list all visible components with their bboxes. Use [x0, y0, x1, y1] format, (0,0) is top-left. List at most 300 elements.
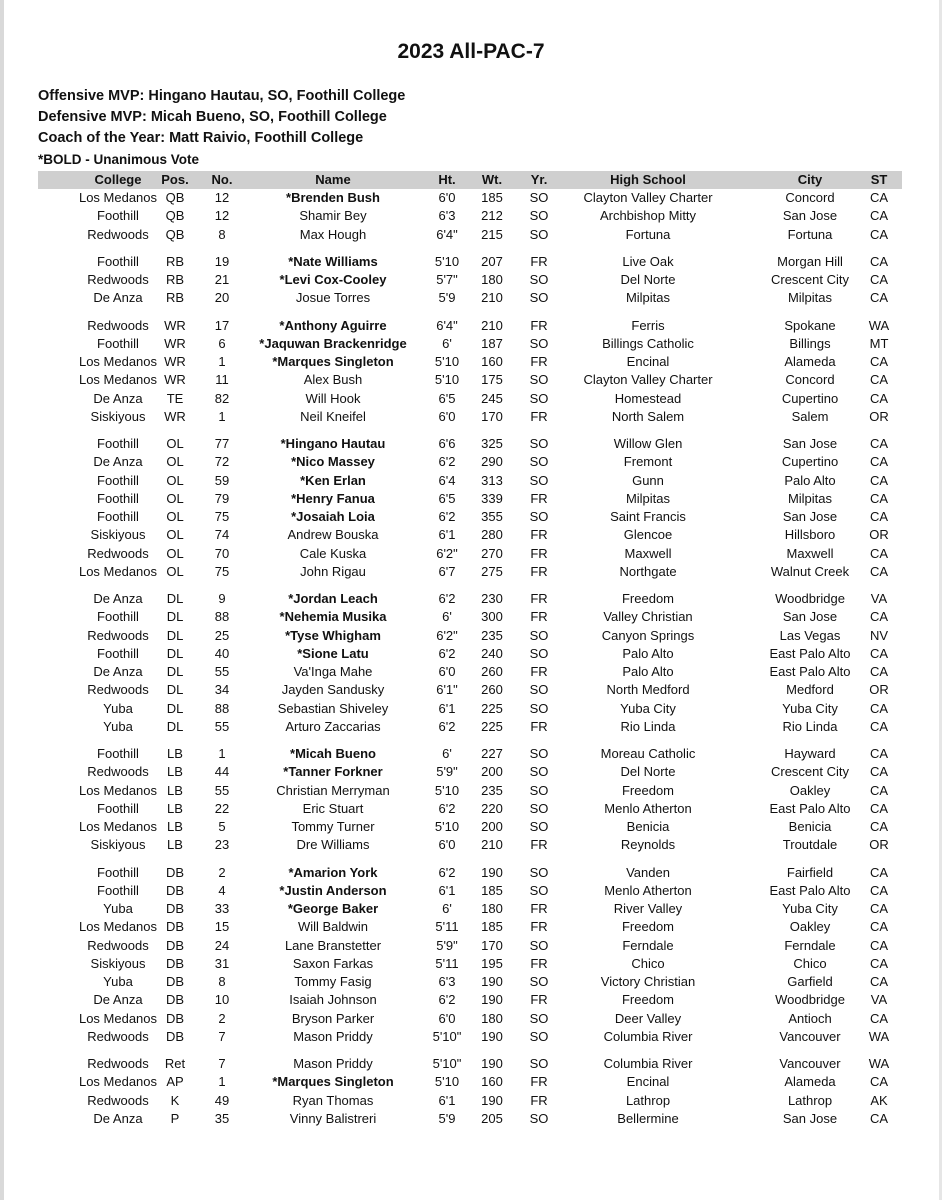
cell-college: Foothill [97, 208, 139, 224]
cell-hs: Billings Catholic [602, 335, 694, 351]
cell-yr: SO [529, 509, 549, 524]
cell-st: OR [869, 408, 889, 424]
cell-hs: Freedom [621, 992, 675, 1008]
cell-wt: 210 [481, 317, 503, 333]
cell-name: Will Hook [305, 390, 361, 406]
cell-ht: 6'1 [438, 882, 456, 898]
cell-no: 33 [214, 901, 230, 916]
cell-wt: 245 [481, 390, 503, 406]
cell-college: Los Medanos [78, 190, 158, 205]
cell-yr: FR [530, 901, 548, 916]
cell-name: *Levi Cox-Cooley [279, 272, 387, 287]
cell-hs: North Salem [611, 408, 685, 424]
cell-wt: 300 [481, 609, 503, 625]
cell-yr: SO [529, 290, 549, 306]
cell-st: CA [869, 490, 889, 506]
cell-wt: 355 [481, 509, 503, 524]
cell-wt: 210 [481, 290, 503, 306]
cell-city: East Palo Alto [769, 800, 851, 816]
cell-city: Spokane [784, 317, 836, 333]
cell-yr: SO [529, 454, 549, 470]
cell-ht: 6'1 [438, 527, 456, 543]
cell-yr: SO [529, 700, 549, 716]
cell-hs: Glencoe [623, 527, 673, 543]
cell-yr: SO [529, 1056, 549, 1071]
cell-pos: WR [164, 372, 186, 388]
cell-pos: DB [165, 864, 185, 880]
cell-yr: FR [530, 1074, 548, 1090]
cell-college: Redwoods [87, 682, 149, 698]
cell-st: CA [869, 864, 889, 880]
cell-college: Los Medanos [78, 563, 158, 579]
table-row [0, 1073, 942, 1091]
cell-name: Arturo Zaccarias [285, 718, 381, 734]
cell-name: Isaiah Johnson [289, 992, 377, 1008]
cell-pos: DL [166, 682, 184, 698]
cell-ht: 5'10 [434, 819, 460, 834]
cell-wt: 190 [481, 1028, 503, 1044]
cell-yr: SO [529, 1028, 549, 1044]
cell-college: De Anza [93, 454, 143, 470]
cell-name: Alex Bush [303, 372, 363, 388]
cell-pos: DL [166, 645, 184, 661]
cell-hs: Rio Linda [620, 718, 676, 734]
table-row [0, 782, 942, 800]
cell-name: Mason Priddy [293, 1056, 373, 1071]
cell-no: 77 [214, 436, 230, 451]
cell-no: 1 [218, 408, 226, 424]
cell-no: 55 [214, 782, 230, 798]
cell-no: 7 [218, 1056, 226, 1071]
cell-wt: 212 [481, 208, 503, 224]
cell-no: 12 [214, 208, 230, 224]
cell-wt: 339 [481, 490, 503, 506]
cell-wt: 225 [481, 718, 503, 734]
cell-name: Vinny Balistreri [289, 1110, 377, 1126]
cell-yr: FR [530, 718, 548, 734]
table-row [0, 745, 942, 763]
cell-pos: LB [167, 746, 183, 761]
cell-st: CA [869, 1110, 889, 1126]
cell-city: Woodbridge [775, 992, 845, 1008]
table-row [0, 627, 942, 645]
cell-ht: 6'0 [438, 1010, 456, 1026]
cell-name: Sebastian Shiveley [277, 700, 389, 716]
cell-yr: SO [529, 335, 549, 351]
cell-ht: 6' [442, 746, 452, 761]
cell-wt: 190 [481, 864, 503, 880]
cell-st: OR [869, 682, 889, 698]
cell-city: Crescent City [770, 272, 850, 287]
cell-college: Siskiyous [90, 527, 146, 543]
cell-no: 74 [214, 527, 230, 543]
cell-city: San Jose [782, 436, 838, 451]
cell-st: CA [869, 190, 889, 205]
cell-pos: DB [165, 937, 185, 953]
cell-ht: 6'0 [438, 837, 456, 853]
cell-no: 88 [214, 609, 230, 625]
cell-pos: WR [164, 335, 186, 351]
cell-ht: 6'1 [438, 700, 456, 716]
table-row [0, 1092, 942, 1110]
cell-st: VA [870, 591, 888, 606]
cell-college: Foothill [97, 882, 139, 898]
cell-wt: 275 [481, 563, 503, 579]
cell-no: 59 [214, 472, 230, 488]
cell-no: 70 [214, 545, 230, 561]
cell-wt: 190 [481, 1092, 503, 1108]
cell-st: CA [869, 782, 889, 798]
cell-ht: 6'2" [436, 545, 458, 561]
cell-yr: SO [529, 937, 549, 953]
cell-college: Yuba [103, 718, 133, 734]
cell-ht: 6'0 [438, 408, 456, 424]
cell-city: Medford [786, 682, 834, 698]
table-row [0, 353, 942, 371]
cell-hs: Columbia River [603, 1028, 693, 1044]
cell-no: 12 [214, 190, 230, 205]
cell-name: *Anthony Aguirre [279, 317, 387, 333]
cell-st: WA [868, 1056, 890, 1071]
cell-name: *Sione Latu [297, 645, 369, 661]
cell-name: Lane Branstetter [284, 937, 382, 953]
cell-pos: DB [165, 992, 185, 1008]
cell-name: *Marques Singleton [272, 354, 394, 369]
cell-wt: 313 [481, 472, 503, 488]
cell-pos: WR [164, 408, 186, 424]
table-row [0, 590, 942, 608]
cell-ht: 5'11 [435, 955, 459, 971]
cell-hs: Deer Valley [614, 1010, 682, 1026]
cell-city: Salem [791, 408, 829, 424]
cell-ht: 6'2 [438, 992, 456, 1008]
cell-wt: 180 [481, 901, 503, 916]
cell-college: Los Medanos [78, 372, 158, 388]
cell-hs: Reynolds [620, 837, 676, 853]
cell-pos: OL [166, 436, 184, 451]
cell-no: 2 [218, 1010, 226, 1026]
bold-legend-note: *BOLD - Unanimous Vote [38, 152, 200, 167]
cell-name: Tommy Turner [291, 819, 375, 834]
cell-hs: Benicia [626, 819, 670, 834]
cell-wt: 175 [481, 372, 503, 388]
cell-pos: DL [166, 627, 184, 643]
cell-pos: DL [166, 664, 184, 679]
cell-hs: Ferris [631, 317, 665, 333]
cell-hs: Homestead [614, 390, 682, 406]
cell-name: *Ken Erlan [300, 472, 366, 488]
table-row [0, 563, 942, 581]
cell-name: *Nate Williams [288, 253, 378, 269]
cell-ht: 5'10 [434, 372, 460, 388]
offensive-mvp-note: Offensive MVP: Hingano Hautau, SO, Foothill College [38, 88, 406, 104]
cell-yr: SO [529, 226, 549, 242]
table-row [0, 335, 942, 353]
cell-st: CA [869, 645, 889, 661]
cell-name: *Jaquwan Brackenridge [259, 335, 407, 351]
cell-pos: AP [166, 1074, 184, 1090]
cell-name: Will Baldwin [297, 919, 369, 935]
table-row [0, 271, 942, 289]
cell-no: 21 [214, 272, 230, 287]
table-row [0, 472, 942, 490]
cell-yr: FR [530, 955, 548, 971]
cell-hs: Saint Francis [610, 509, 686, 524]
table-row [0, 681, 942, 699]
cell-st: NV [869, 627, 889, 643]
cell-pos: RB [165, 253, 185, 269]
cell-no: 9 [218, 591, 226, 606]
cell-city: Rio Linda [782, 718, 838, 734]
cell-wt: 170 [481, 937, 503, 953]
header-ht: Ht. [438, 172, 456, 187]
cell-city: San Jose [782, 509, 838, 524]
cell-ht: 6'3 [438, 974, 456, 989]
cell-st: CA [869, 436, 889, 451]
cell-st: MT [869, 335, 889, 351]
cell-yr: FR [530, 919, 548, 935]
cell-st: CA [869, 974, 889, 989]
cell-yr: FR [530, 1092, 548, 1108]
cell-name: Saxon Farkas [292, 955, 374, 971]
cell-wt: 270 [481, 545, 503, 561]
cell-no: 55 [214, 718, 230, 734]
cell-name: *Micah Bueno [290, 746, 376, 761]
cell-yr: SO [529, 746, 549, 761]
cell-no: 35 [214, 1110, 230, 1126]
cell-name: Jayden Sandusky [281, 682, 385, 698]
cell-city: Yuba City [782, 901, 838, 916]
cell-yr: SO [529, 645, 549, 661]
table-row [0, 526, 942, 544]
cell-wt: 187 [481, 335, 503, 351]
cell-wt: 185 [481, 919, 503, 935]
cell-hs: Menlo Atherton [604, 882, 692, 898]
cell-city: Alameda [784, 354, 836, 369]
cell-ht: 6'4 [438, 472, 456, 488]
cell-wt: 185 [481, 882, 503, 898]
cell-hs: Northgate [619, 563, 677, 579]
cell-name: Cale Kuska [299, 545, 367, 561]
cell-hs: Milpitas [625, 290, 671, 306]
cell-pos: DB [165, 901, 185, 916]
cell-pos: QB [165, 190, 185, 205]
cell-college: Foothill [97, 645, 139, 661]
cell-hs: Archbishop Mitty [599, 208, 697, 224]
cell-name: Dre Williams [296, 837, 370, 853]
cell-name: Va'Inga Mahe [293, 664, 373, 679]
cell-pos: K [170, 1092, 180, 1108]
cell-yr: SO [529, 882, 549, 898]
cell-wt: 215 [481, 226, 503, 242]
cell-hs: North Medford [606, 682, 690, 698]
cell-name: John Rigau [300, 563, 366, 579]
cell-st: CA [869, 1010, 889, 1026]
cell-city: East Palo Alto [769, 882, 851, 898]
cell-wt: 280 [481, 527, 503, 543]
cell-name: *Tyse Whigham [285, 627, 381, 643]
cell-name: *Amarion York [288, 864, 378, 880]
cell-college: Redwoods [87, 627, 149, 643]
table-row [0, 818, 942, 836]
cell-city: Crescent City [770, 764, 850, 780]
cell-college: Los Medanos [78, 782, 158, 798]
cell-no: 49 [214, 1092, 230, 1108]
cell-name: Christian Merryman [276, 782, 390, 798]
cell-college: De Anza [93, 1110, 143, 1126]
cell-yr: FR [530, 591, 548, 606]
cell-pos: DL [166, 609, 184, 625]
cell-st: CA [869, 718, 889, 734]
cell-yr: FR [530, 545, 548, 561]
cell-college: Yuba [103, 901, 133, 916]
cell-wt: 325 [481, 436, 503, 451]
table-row [0, 408, 942, 426]
table-row [0, 864, 942, 882]
cell-hs: Menlo Atherton [604, 800, 692, 816]
table-row [0, 1028, 942, 1046]
cell-college: Yuba [103, 974, 133, 989]
cell-hs: Freedom [621, 782, 675, 798]
cell-pos: OL [166, 563, 184, 579]
table-row [0, 490, 942, 508]
cell-yr: SO [529, 272, 549, 287]
cell-wt: 225 [481, 700, 503, 716]
cell-ht: 6'2 [438, 454, 456, 470]
cell-hs: Freedom [621, 591, 675, 606]
cell-wt: 160 [481, 354, 503, 369]
cell-city: Vancouver [779, 1056, 841, 1071]
cell-wt: 210 [481, 837, 503, 853]
table-row [0, 189, 942, 207]
cell-pos: DL [166, 591, 184, 606]
table-row [0, 1110, 942, 1128]
cell-wt: 200 [481, 819, 503, 834]
cell-city: Las Vegas [779, 627, 841, 643]
cell-name: Neil Kneifel [300, 408, 366, 424]
cell-no: 88 [214, 700, 230, 716]
cell-pos: RB [165, 272, 185, 287]
cell-ht: 5'11 [435, 919, 459, 935]
cell-college: De Anza [93, 591, 143, 606]
cell-no: 8 [218, 974, 226, 989]
cell-st: CA [869, 919, 889, 935]
cell-wt: 235 [481, 627, 503, 643]
cell-st: CA [869, 253, 889, 269]
cell-no: 15 [214, 919, 230, 935]
cell-college: Redwoods [87, 937, 149, 953]
table-row [0, 663, 942, 681]
cell-name: *Nehemia Musika [279, 609, 387, 625]
cell-hs: Victory Christian [600, 974, 696, 989]
header-wt: Wt. [481, 172, 503, 187]
cell-st: CA [869, 454, 889, 470]
cell-college: Redwoods [87, 764, 149, 780]
cell-yr: SO [529, 974, 549, 989]
cell-hs: Live Oak [622, 253, 674, 269]
header-pos: Pos. [161, 172, 189, 187]
cell-college: Siskiyous [90, 837, 146, 853]
cell-no: 79 [214, 490, 230, 506]
cell-college: Foothill [97, 436, 139, 451]
cell-pos: QB [165, 208, 185, 224]
cell-no: 75 [214, 563, 230, 579]
cell-ht: 6'0 [438, 664, 456, 679]
cell-college: De Anza [93, 664, 143, 679]
cell-no: 40 [214, 645, 230, 661]
cell-city: Hayward [784, 746, 836, 761]
cell-pos: LB [167, 800, 183, 816]
cell-name: Ryan Thomas [292, 1092, 374, 1108]
cell-st: CA [869, 472, 889, 488]
cell-no: 31 [214, 955, 230, 971]
page-title: 2023 All-PAC-7 [397, 40, 545, 63]
cell-pos: LB [167, 764, 183, 780]
header-yr: Yr. [530, 172, 548, 187]
cell-wt: 195 [481, 955, 503, 971]
cell-name: *Josaiah Loia [291, 509, 375, 524]
cell-st: CA [869, 545, 889, 561]
cell-college: De Anza [93, 390, 143, 406]
cell-city: Alameda [784, 1074, 836, 1090]
cell-st: CA [869, 664, 889, 679]
cell-pos: OL [166, 490, 184, 506]
cell-yr: FR [530, 408, 548, 424]
cell-st: CA [869, 700, 889, 716]
cell-no: 7 [218, 1028, 226, 1044]
cell-wt: 190 [481, 974, 503, 989]
cell-name: *Jordan Leach [288, 591, 378, 606]
cell-pos: DB [165, 955, 185, 971]
cell-hs: Palo Alto [622, 664, 674, 679]
cell-wt: 260 [481, 664, 503, 679]
cell-st: CA [869, 354, 889, 369]
cell-college: Foothill [97, 335, 139, 351]
header-no: No. [211, 172, 233, 187]
cell-wt: 185 [481, 190, 503, 205]
cell-ht: 6'1" [436, 682, 458, 698]
cell-no: 34 [214, 682, 230, 698]
cell-name: Andrew Bouska [287, 527, 379, 543]
cell-city: Woodbridge [775, 591, 845, 606]
cell-pos: RB [165, 290, 185, 306]
cell-no: 55 [214, 664, 230, 679]
cell-wt: 235 [481, 782, 503, 798]
header-high-school: High School [610, 172, 686, 187]
cell-st: VA [870, 992, 888, 1008]
table-row [0, 973, 942, 991]
table-row [0, 289, 942, 307]
cell-no: 72 [214, 454, 230, 470]
cell-no: 17 [214, 317, 230, 333]
cell-yr: FR [530, 253, 548, 269]
table-row [0, 253, 942, 271]
cell-name: Eric Stuart [302, 800, 364, 816]
defensive-mvp-note: Defensive MVP: Micah Bueno, SO, Foothill College [38, 109, 387, 125]
cell-city: Chico [793, 955, 827, 971]
cell-hs: Milpitas [625, 490, 671, 506]
cell-yr: SO [529, 682, 549, 698]
table-row [0, 226, 942, 244]
cell-no: 82 [214, 390, 230, 406]
cell-st: CA [869, 509, 889, 524]
cell-st: CA [869, 901, 889, 916]
cell-ht: 6' [442, 335, 452, 351]
cell-city: Antioch [788, 1010, 832, 1026]
cell-wt: 180 [481, 272, 503, 287]
cell-wt: 290 [481, 454, 503, 470]
cell-city: East Palo Alto [769, 664, 851, 679]
